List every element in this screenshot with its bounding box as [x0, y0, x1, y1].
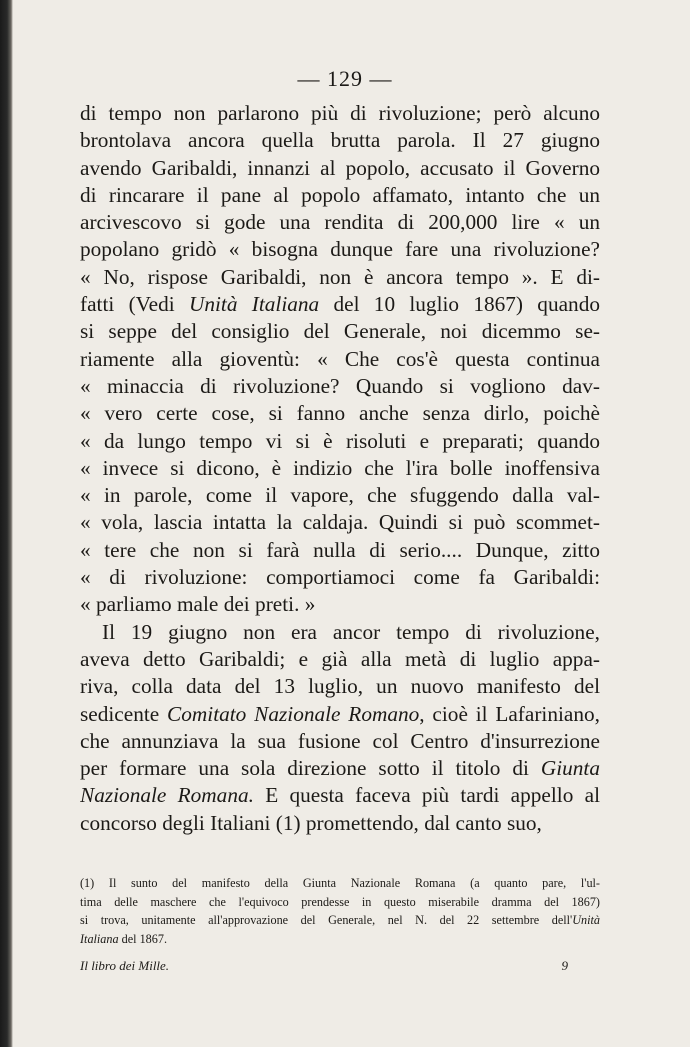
text-line — [80, 346, 600, 373]
footnote-line — [80, 874, 600, 893]
text-segment: « invece si dicono, è indizio che l'ira bolle inoffensiva — [80, 455, 600, 480]
text-segment: di tempo non parlarono più di rivoluzione; però alcuno — [80, 101, 600, 125]
text-segment: « in parole, come il vapore, che sfuggendo dalla val- — [80, 483, 600, 508]
italic-text: Nazionale Romana. — [80, 783, 254, 808]
italic-text: Italiana — [80, 931, 119, 946]
text-segment: « vola, lascia intatta la caldaja. Quindi si può scommet- — [80, 510, 600, 535]
text-segment: aveva detto Garibaldi; e già alla metà di luglio appa- — [80, 646, 600, 671]
text-segment: riva, colla data del 13 luglio, un nuovo manifesto del — [80, 674, 600, 699]
text-line — [80, 155, 600, 182]
text-segment: sedicente — [80, 701, 168, 726]
text-line — [80, 209, 600, 236]
footnote-line — [80, 893, 600, 912]
text-segment: si seppe del consiglio del Generale, noi dicemmo se- — [80, 319, 600, 344]
text-line — [80, 701, 600, 728]
text-segment: E questa faceva più tardi appello al — [253, 783, 600, 808]
footnote-line — [80, 911, 600, 930]
text-line — [80, 455, 600, 482]
text-line — [80, 318, 600, 345]
book-title: Il libro dei Mille. — [80, 958, 170, 973]
body-text — [80, 100, 600, 837]
text-segment: , cioè il Lafariniano, — [419, 701, 600, 726]
text-segment: riamente alla gioventù: « Che cos'è questa continua — [80, 346, 600, 371]
text-line — [80, 509, 600, 536]
text-line — [80, 755, 600, 782]
text-line — [80, 782, 600, 809]
text-line — [80, 537, 600, 564]
text-segment: si trova, unitamente all'approvazione del Generale, nel N. del 22 settembre dell' — [80, 913, 573, 927]
text-segment: « da lungo tempo vi si è risoluti e preparati; quando — [80, 428, 600, 453]
text-line — [80, 591, 600, 618]
text-line — [80, 373, 600, 400]
text-line — [80, 291, 600, 318]
text-line — [80, 400, 600, 427]
italic-text: Unità — [572, 913, 600, 927]
text-line — [80, 646, 600, 673]
text-line — [80, 100, 600, 127]
text-segment: « parliamo male dei preti. » — [80, 592, 316, 617]
text-segment: avendo Garibaldi, innanzi al popolo, accusato il Governo — [80, 155, 600, 180]
text-line — [80, 673, 600, 700]
text-line — [80, 810, 600, 837]
text-segment: (1) Il sunto del manifesto della Giunta Nazionale Romana (a quanto pare, l'ul- — [80, 876, 600, 890]
text-segment: per formare una sola direzione sotto il titolo di — [80, 756, 541, 781]
italic-text: Comitato Nazionale Romano — [167, 701, 420, 726]
text-segment: « tere che non si farà nulla di serio.... Dunque, zitto — [80, 537, 600, 562]
footnote-line — [80, 930, 600, 949]
text-segment: « minaccia di rivoluzione? Quando si vogliono dav- — [80, 373, 600, 398]
text-segment: del 10 luglio 1867) quando — [319, 292, 600, 317]
text-segment: brontolava ancora quella brutta parola. Il 27 giugno — [80, 128, 600, 153]
page-number: — 129 — — [297, 66, 393, 91]
text-segment: « No, rispose Garibaldi, non è ancora tempo ». E di- — [80, 264, 600, 289]
text-segment: concorso degli Italiani (1) promettendo, dal canto suo, — [80, 810, 542, 835]
text-segment: del 1867. — [118, 931, 167, 946]
text-segment: Il 19 giugno non era ancor tempo di rivoluzione, — [102, 619, 600, 644]
book-binding-edge — [0, 0, 13, 1047]
text-segment: tima delle maschere che l'equivoco prendesse in questo miserabile dramma del 1867) — [80, 894, 600, 909]
text-segment: arcivescovo si gode una rendita di 200,000 lire « un — [80, 210, 600, 235]
text-line — [80, 264, 600, 291]
text-line — [80, 728, 600, 755]
text-line — [80, 619, 600, 646]
footnote — [80, 874, 600, 948]
italic-text: Giunta — [540, 756, 600, 781]
text-segment: che annunziava la sua fusione col Centro d'insurrezione — [80, 728, 600, 753]
signature-mark: 9 — [561, 958, 568, 973]
text-line — [80, 564, 600, 591]
text-line — [80, 127, 600, 154]
page-footer — [80, 958, 600, 974]
text-line — [80, 428, 600, 455]
text-segment: « di rivoluzione: comportiamoci come fa Garibaldi: — [80, 565, 600, 590]
text-line — [80, 182, 600, 209]
text-line — [80, 236, 600, 263]
italic-text: Unità Italiana — [188, 292, 320, 317]
text-segment: « vero certe cose, si fanno anche senza dirlo, poichè — [80, 401, 600, 426]
text-segment: di rincarare il pane al popolo affamato, intanto che un — [80, 182, 600, 207]
text-segment: fatti (Vedi — [80, 292, 189, 317]
text-segment: popolano gridò « bisogna dunque fare una rivoluzione? — [80, 237, 600, 262]
text-line — [80, 482, 600, 509]
